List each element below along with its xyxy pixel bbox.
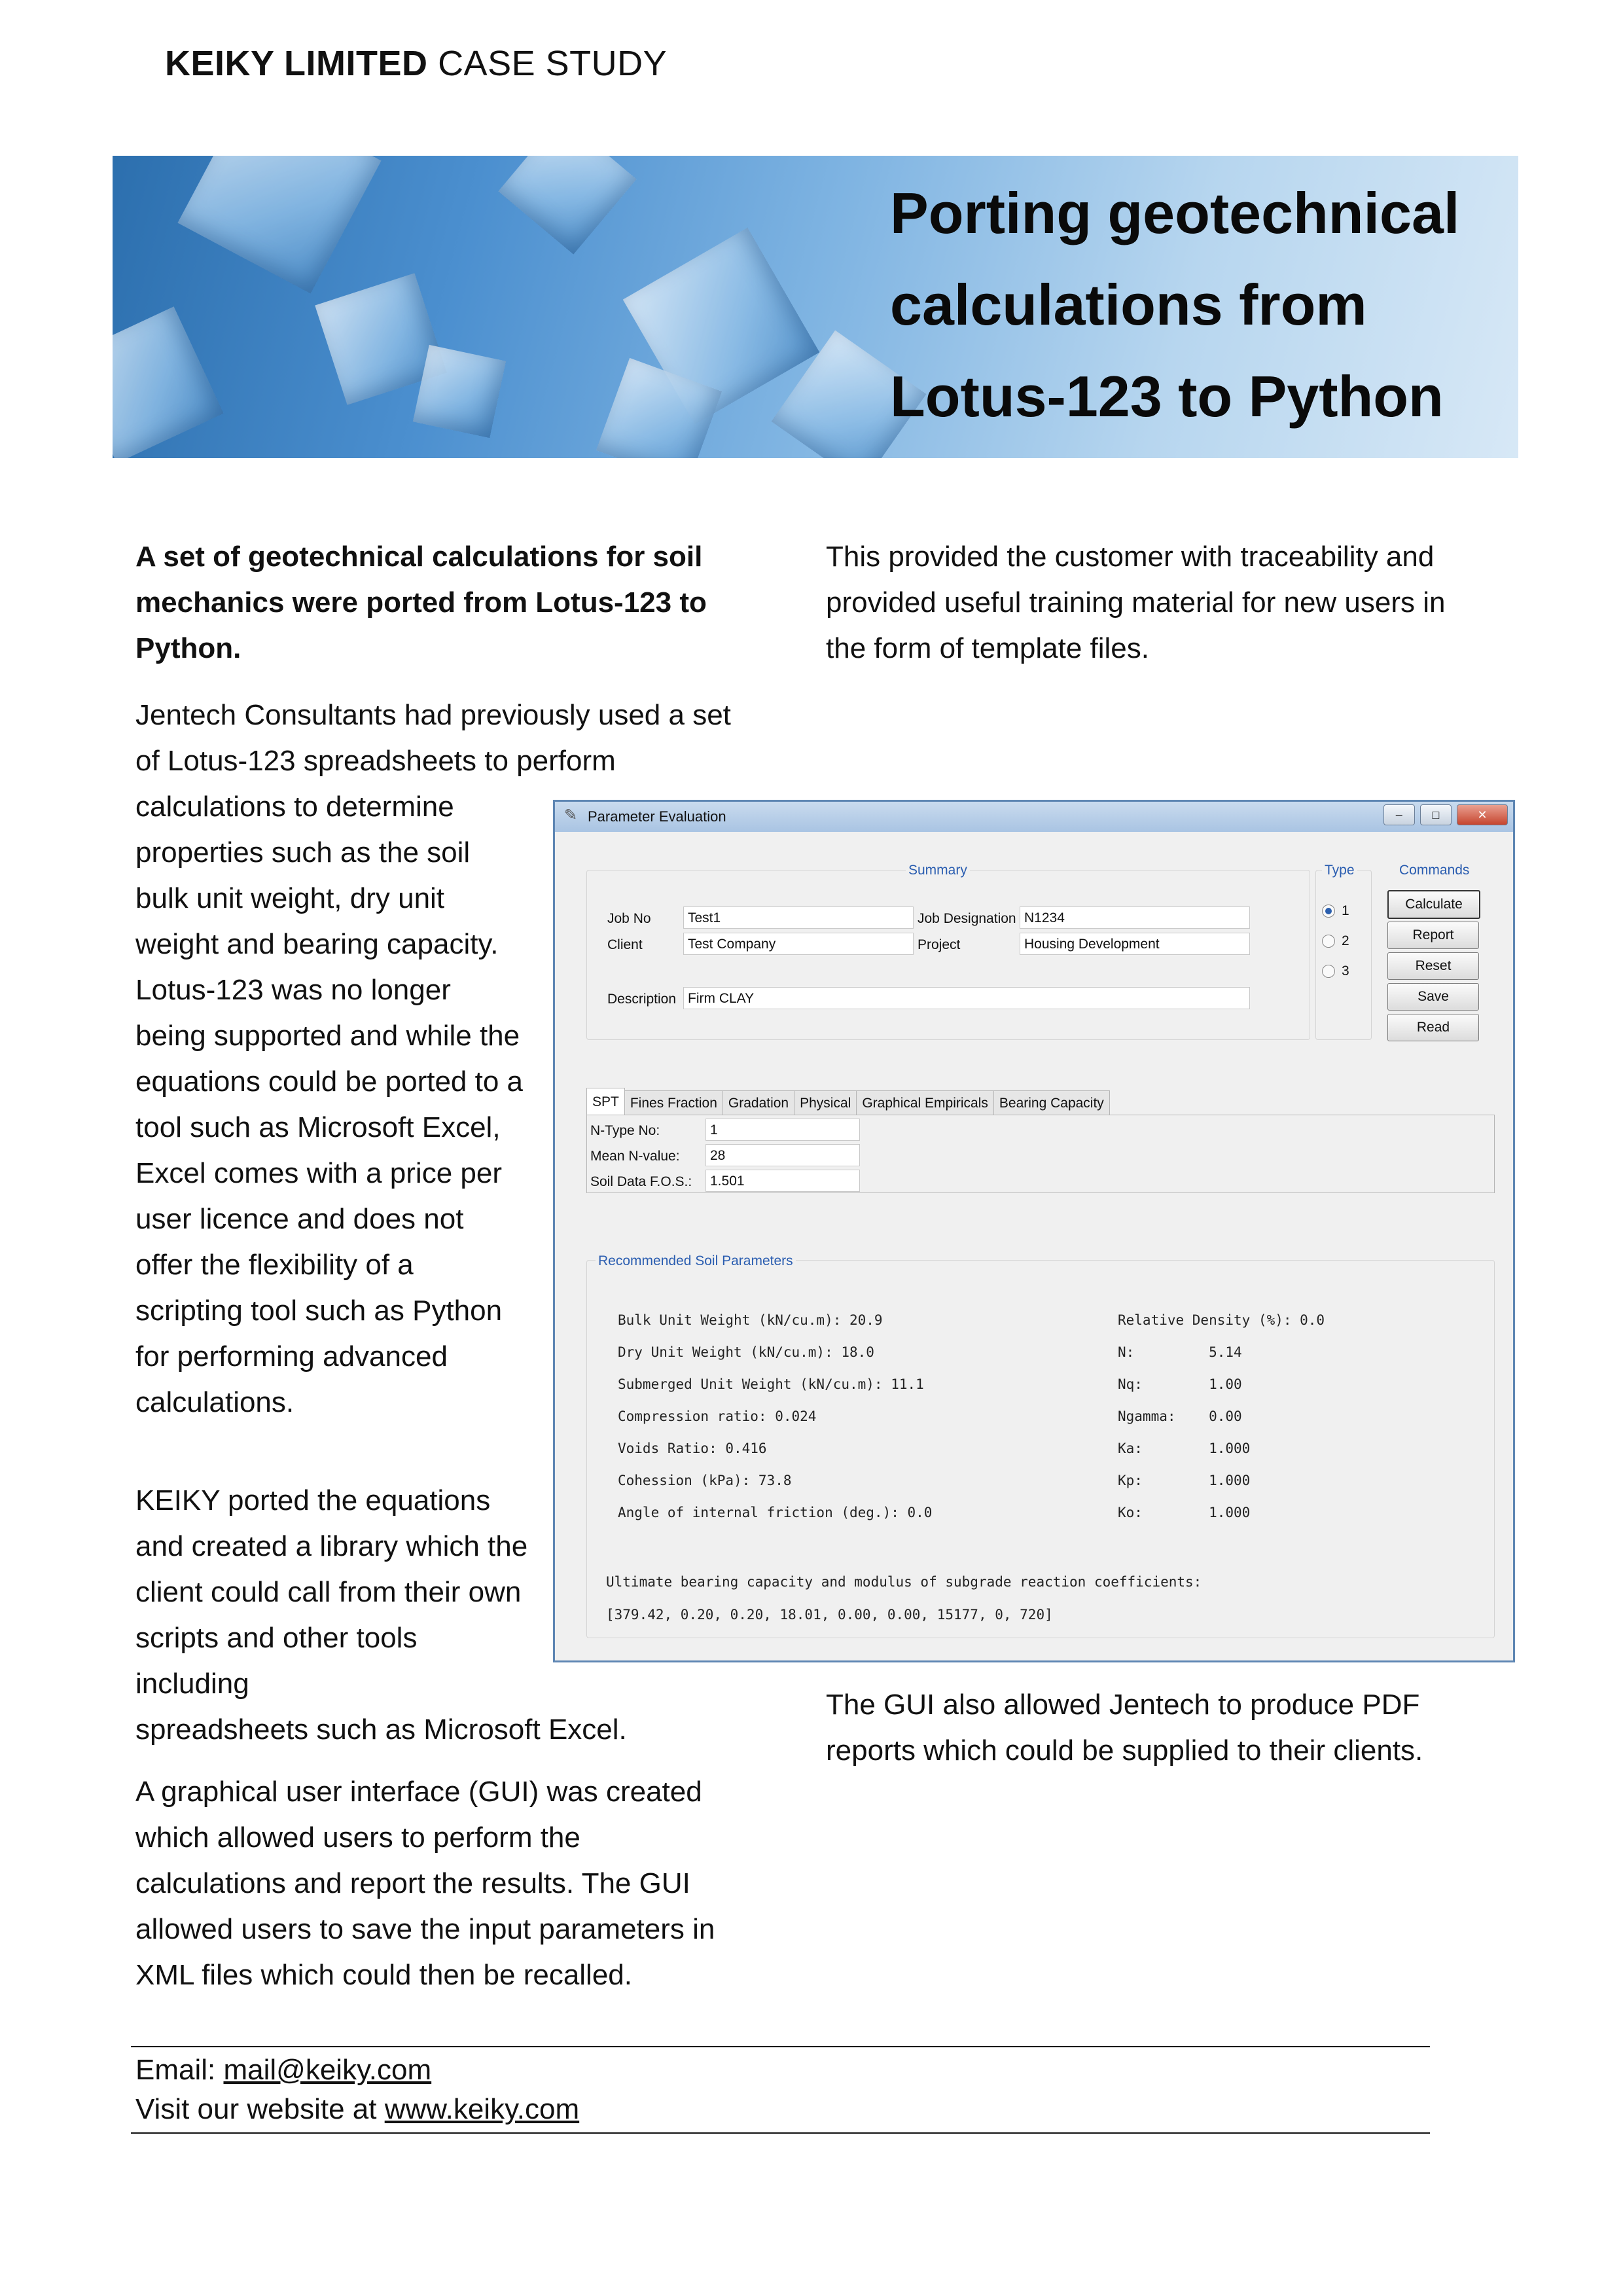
save-button[interactable]: Save bbox=[1387, 983, 1479, 1011]
paragraph-porting-part1: KEIKY ported the equations and created a library which the client could call from their own scripts and other tools including bbox=[135, 1484, 528, 1700]
result-submerged-unit-weight: Submerged Unit Weight (kN/cu.m): 11.1 bbox=[618, 1376, 924, 1392]
footer-email-line bbox=[135, 2054, 431, 2087]
decor-cube bbox=[177, 156, 381, 294]
job-designation-input[interactable]: N1234 bbox=[1020, 906, 1250, 929]
minimize-button[interactable]: – bbox=[1383, 804, 1415, 825]
recommended-parameters-label: Recommended Soil Parameters bbox=[596, 1253, 796, 1269]
window-title: Parameter Evaluation bbox=[588, 808, 726, 825]
type-option-3-label: 3 bbox=[1342, 963, 1349, 978]
tab-gradation[interactable]: Gradation bbox=[722, 1090, 794, 1116]
tab-spt[interactable]: SPT bbox=[586, 1088, 625, 1116]
type-radio-3[interactable] bbox=[1322, 965, 1335, 978]
paragraph-intro-part1: Jentech Consultants had previously used a set of Lotus-123 spreadsheets to perform bbox=[135, 699, 731, 777]
banner-title: Porting geotechnical calculations from Lotus-123 to Python bbox=[890, 181, 1460, 429]
description-input[interactable]: Firm CLAY bbox=[683, 987, 1250, 1009]
calculate-button[interactable]: Calculate bbox=[1387, 890, 1480, 919]
type-option-2-label: 2 bbox=[1342, 933, 1349, 948]
lead-paragraph: A set of geotechnical calculations for soil mechanics were ported from Lotus-123 to Python. bbox=[135, 541, 707, 664]
reset-button[interactable]: Reset bbox=[1387, 952, 1479, 980]
project-label: Project bbox=[918, 937, 961, 952]
title-banner bbox=[113, 156, 1518, 458]
paragraph-intro-part2: calculations to determine properties such as the soil bulk unit weight, dry unit weight and bearing capacity. Lotus-123 was no longer being supported and while the equations could be ported to a tool such as Microsoft Excel, Excel comes with a price per user licence and does not offer the flexibility of a scripting tool such as Python for performing advanced calculations. bbox=[135, 791, 524, 1418]
ntype-label: N-Type No: bbox=[590, 1123, 660, 1138]
type-group bbox=[1315, 870, 1372, 1040]
tab-physical[interactable]: Physical bbox=[794, 1090, 857, 1116]
fos-input[interactable]: 1.501 bbox=[705, 1170, 860, 1192]
summary-label: Summary bbox=[906, 863, 970, 878]
report-button[interactable]: Report bbox=[1387, 922, 1479, 949]
ultimate-bearing-label: Ultimate bearing capacity and modulus of subgrade reaction coefficients: bbox=[606, 1574, 1202, 1590]
result-dry-unit-weight: Dry Unit Weight (kN/cu.m): 18.0 bbox=[618, 1344, 874, 1360]
result-bulk-unit-weight: Bulk Unit Weight (kN/cu.m): 20.9 bbox=[618, 1312, 883, 1328]
commands-label: Commands bbox=[1397, 863, 1472, 878]
maximize-button[interactable]: □ bbox=[1420, 804, 1452, 825]
type-option-1-label: 1 bbox=[1342, 903, 1349, 918]
job-designation-label: Job Designation bbox=[918, 911, 1016, 926]
footer-bottom-rule bbox=[131, 2132, 1430, 2134]
project-input[interactable]: Housing Development bbox=[1020, 933, 1250, 955]
paragraph-pdf-reports: The GUI also allowed Jentech to produce PDF reports which could be supplied to their clients. bbox=[826, 1689, 1423, 1767]
ntype-input[interactable]: 1 bbox=[705, 1119, 860, 1141]
result-kp: Kp: 1.000 bbox=[1118, 1473, 1251, 1488]
parameter-evaluation-window bbox=[553, 800, 1515, 1662]
document-header bbox=[165, 43, 667, 84]
result-ngamma: Ngamma: 0.00 bbox=[1118, 1408, 1242, 1424]
decor-cube bbox=[113, 306, 224, 458]
close-button[interactable]: ✕ bbox=[1457, 804, 1508, 825]
type-radio-1[interactable] bbox=[1322, 905, 1335, 918]
tab-fines-fraction[interactable]: Fines Fraction bbox=[624, 1090, 723, 1116]
window-titlebar bbox=[555, 802, 1513, 832]
job-no-input[interactable]: Test1 bbox=[683, 906, 914, 929]
tab-bearing-capacity[interactable]: Bearing Capacity bbox=[993, 1090, 1110, 1116]
paragraph-traceability: This provided the customer with traceability and provided useful training material for new users in the form of template files. bbox=[826, 541, 1446, 664]
mean-n-input[interactable]: 28 bbox=[705, 1144, 860, 1166]
document-type: CASE STUDY bbox=[438, 44, 668, 83]
decor-cube bbox=[413, 345, 506, 438]
client-input[interactable]: Test Company bbox=[683, 933, 914, 955]
paragraph-gui: A graphical user interface (GUI) was created which allowed users to perform the calculations and report the results. The GUI allowed users to save the input parameters in XML files which could then be recalled. bbox=[135, 1776, 715, 1991]
ultimate-bearing-values: [379.42, 0.20, 0.20, 18.01, 0.00, 0.00, 15177, 0, 720] bbox=[606, 1607, 1053, 1623]
parameter-tabs bbox=[586, 1088, 1109, 1116]
mean-n-label: Mean N-value: bbox=[590, 1149, 680, 1164]
email-label: Email: bbox=[135, 2054, 224, 2086]
result-friction-angle: Angle of internal friction (deg.): 0.0 bbox=[618, 1505, 933, 1520]
result-ko: Ko: 1.000 bbox=[1118, 1505, 1251, 1520]
decor-cube bbox=[498, 156, 636, 255]
website-link[interactable]: www.keiky.com bbox=[384, 2093, 580, 2125]
result-voids-ratio: Voids Ratio: 0.416 bbox=[618, 1441, 767, 1456]
result-relative-density: Relative Density (%): 0.0 bbox=[1118, 1312, 1325, 1328]
result-nq: Nq: 1.00 bbox=[1118, 1376, 1242, 1392]
client-label: Client bbox=[607, 937, 643, 952]
read-button[interactable]: Read bbox=[1387, 1014, 1479, 1041]
website-label: Visit our website at bbox=[135, 2093, 385, 2125]
job-no-label: Job No bbox=[607, 911, 651, 926]
fos-label: Soil Data F.O.S.: bbox=[590, 1174, 692, 1189]
footer-website-line bbox=[135, 2093, 579, 2126]
paragraph-porting-part2: spreadsheets such as Microsoft Excel. bbox=[135, 1713, 627, 1746]
footer-top-rule bbox=[131, 2046, 1430, 2047]
result-compression-ratio: Compression ratio: 0.024 bbox=[618, 1408, 817, 1424]
result-n: N: 5.14 bbox=[1118, 1344, 1242, 1360]
type-radio-2[interactable] bbox=[1322, 935, 1335, 948]
type-label: Type bbox=[1322, 863, 1357, 878]
email-link[interactable]: mail@keiky.com bbox=[223, 2054, 432, 2086]
tab-graphical-empiricals[interactable]: Graphical Empiricals bbox=[856, 1090, 994, 1116]
company-name: KEIKY LIMITED bbox=[165, 44, 428, 83]
feather-icon: ✎ bbox=[564, 806, 578, 824]
result-ka: Ka: 1.000 bbox=[1118, 1441, 1251, 1456]
description-label: Description bbox=[607, 992, 677, 1007]
result-cohesion: Cohession (kPa): 73.8 bbox=[618, 1473, 792, 1488]
